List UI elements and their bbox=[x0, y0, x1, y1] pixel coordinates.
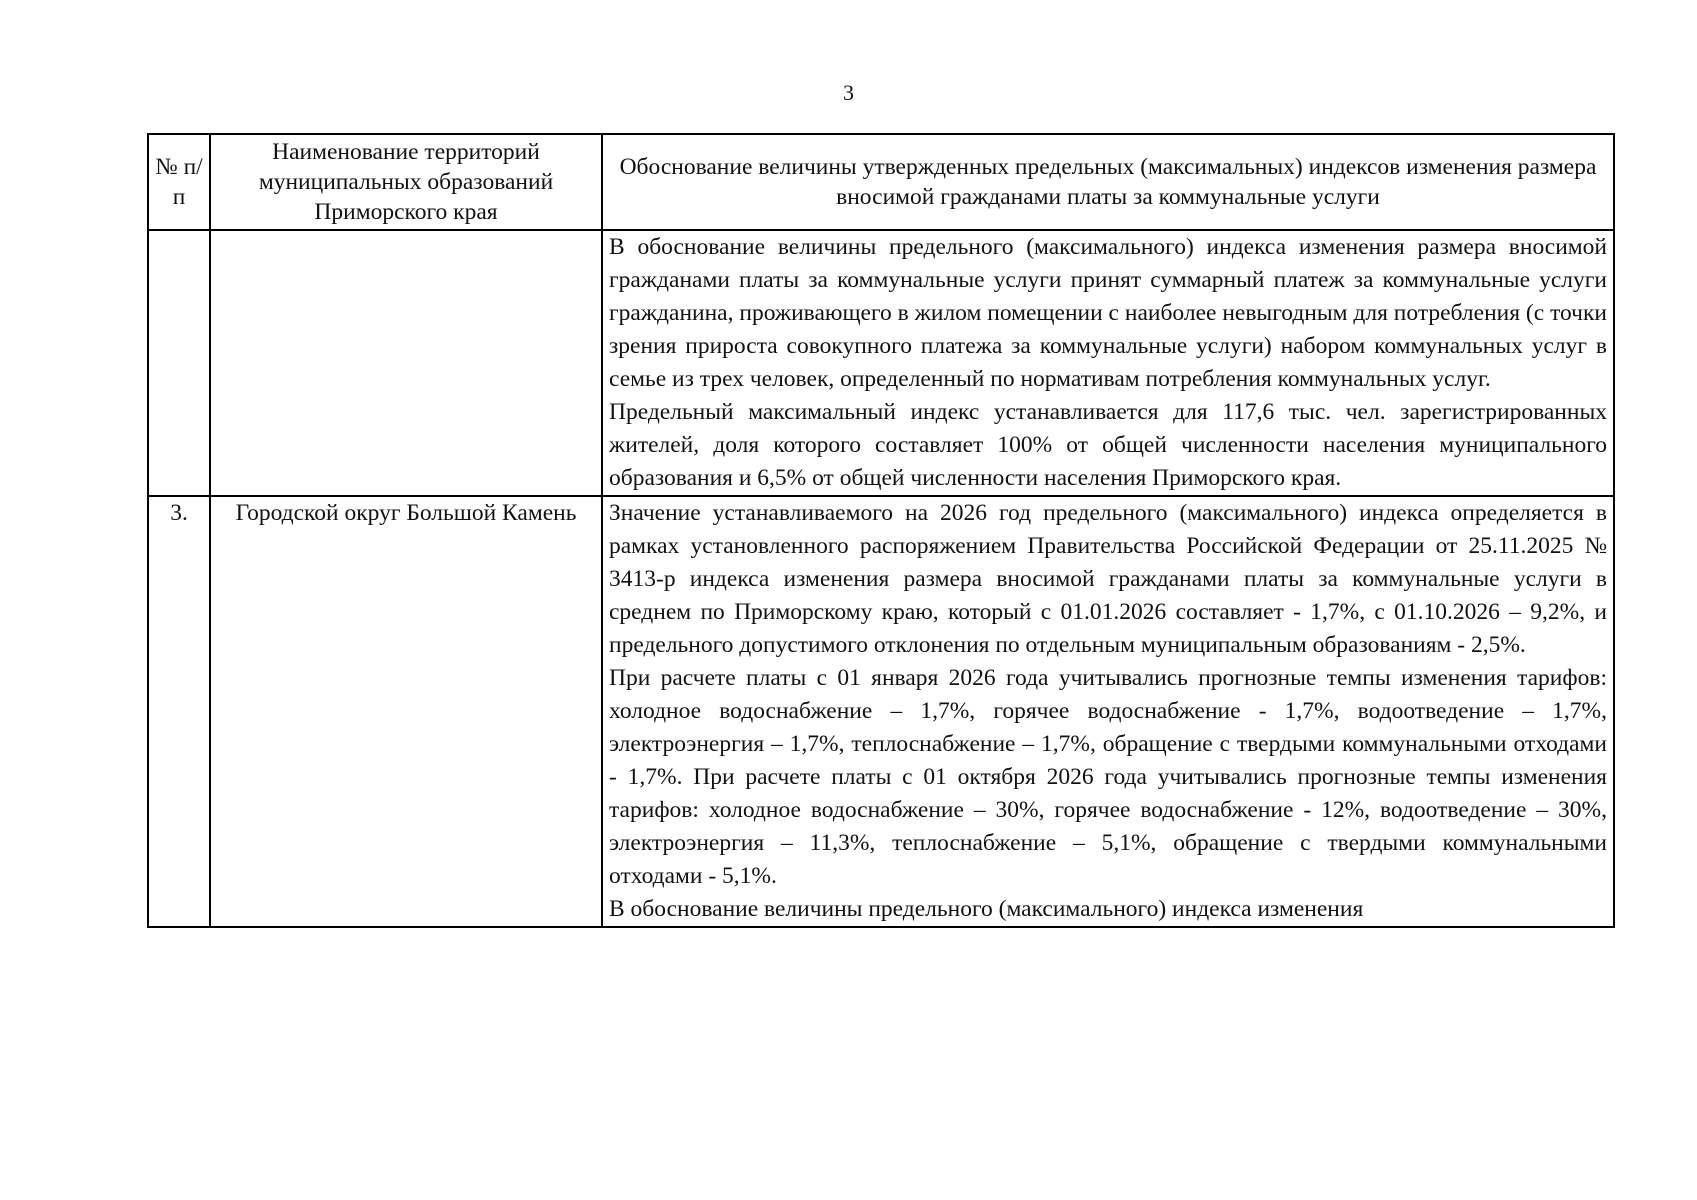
table-row bbox=[148, 230, 1614, 496]
table-row bbox=[148, 496, 1614, 927]
page-number: 3 bbox=[843, 80, 854, 105]
header-territory-name: Наименование территорий муниципальных образований Приморского края bbox=[210, 134, 602, 230]
justification-paragraph: В обоснование величины предельного (максимального) индекса изменения bbox=[609, 896, 1364, 922]
table-header-row bbox=[148, 134, 1614, 230]
justification-paragraph: Значение устанавливаемого на 2026 год предельного (максимального) индекса определяется в рамках установленного распоряжением Правительства Российской Федерации от 25.11.2025 № 3413-р индекса изменения размера вносимой гражданами платы за коммунальные услуги в среднем по Приморскому краю, который с 01.01.2026 составляет - 1,7%, с 01.10.2026 – 9,2%, и предельного допустимого отклонения по отдельным муниципальным образованиям - 2,5%. bbox=[609, 500, 1607, 658]
justification-paragraph: При расчете платы с 01 января 2026 года учитывались прогнозные темпы изменения тарифов: холодное водоснабжение – 1,7%, горячее водоснабжение - 1,7%, водоотведение – 1,7%, электроэнергия – 1,7%, теплоснабжение – 1,7%, обращение с твердыми коммунальными отходами - 1,7%. При расчете платы с 01 октября 2026 года учитывались прогнозные темпы изменения тарифов: холодное водоснабжение – 30%, горячее водоснабжение - 12%, водоотведение – 30%, электроэнергия – 11,3%, теплоснабжение – 5,1%, обращение с твердыми коммунальными отходами - 5,1%. bbox=[609, 665, 1607, 889]
row-territory-name: Городской округ Большой Камень bbox=[210, 496, 602, 927]
row-territory-name bbox=[210, 230, 602, 496]
row-justification bbox=[602, 496, 1614, 927]
header-justification: Обоснование величины утвержденных предельных (максимальных) индексов изменения размера вносимой гражданами платы за коммунальные услуги bbox=[602, 134, 1614, 230]
row-justification bbox=[602, 230, 1614, 496]
row-number bbox=[148, 230, 210, 496]
row-number: 3. bbox=[148, 496, 210, 927]
justification-paragraph: В обоснование величины предельного (максимального) индекса изменения размера вносимой гражданами платы за коммунальные услуги принят суммарный платеж за коммунальные услуги гражданина, проживающего в жилом помещении с наиболее невыгодным для потребления (с точки зрения прироста совокупного платежа за коммунальные услуги) набором коммунальных услуг в семье из трех человек, определенный по нормативам потребления коммунальных услуг. bbox=[609, 234, 1607, 392]
tariff-index-table bbox=[147, 133, 1615, 928]
justification-paragraph: Предельный максимальный индекс устанавливается для 117,6 тыс. чел. зарегистрированных жителей, доля которого составляет 100% от общей численности населения муниципального образования и 6,5% от общей численности населения Приморского края. bbox=[609, 399, 1607, 491]
header-number: № п/п bbox=[148, 134, 210, 230]
